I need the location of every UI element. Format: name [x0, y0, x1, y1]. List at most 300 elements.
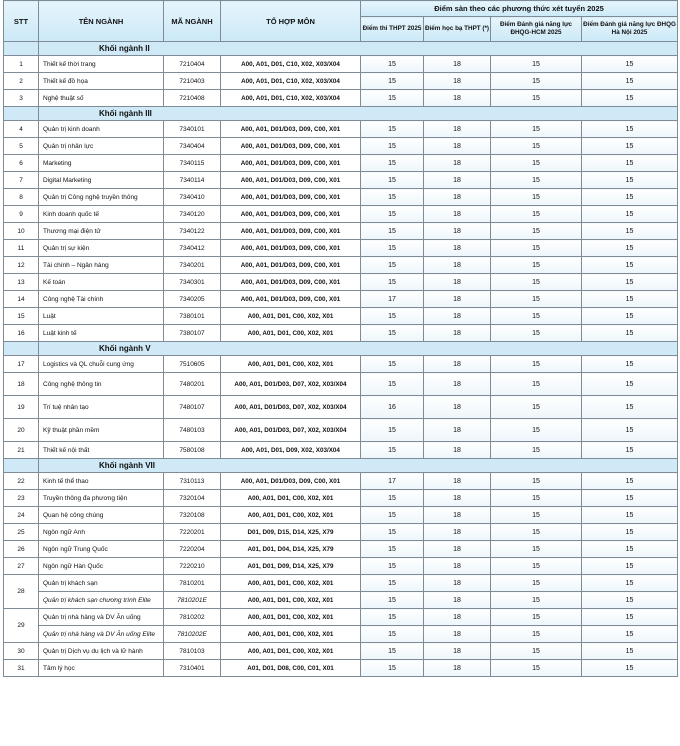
major-code-cell: 7340301: [164, 274, 221, 291]
header-diem-san: Điểm sàn theo các phương thức xét tuyển 2025: [361, 1, 678, 17]
score-hoc-ba-cell: 18: [424, 643, 491, 660]
score-dgnl-hanoi-cell: 15: [582, 575, 678, 592]
header-stt: STT: [4, 1, 39, 42]
major-code-cell: 7210408: [164, 90, 221, 107]
table-row: [4, 356, 678, 373]
major-code-cell: 7810201E: [164, 592, 221, 609]
major-name-cell: Thiết kế nội thất: [39, 442, 164, 459]
group-name: Khối ngành V: [39, 342, 678, 356]
score-hoc-ba-cell: 18: [424, 73, 491, 90]
score-thpt-cell: 15: [361, 592, 424, 609]
stt-cell: 13: [4, 274, 39, 291]
table-row: [4, 473, 678, 490]
score-dgnl-hcm-cell: 15: [491, 419, 582, 442]
table-row: [4, 396, 678, 419]
score-thpt-cell: 15: [361, 524, 424, 541]
table-row: [4, 507, 678, 524]
subject-combo-cell: D01, D09, D15, D14, X25, X79: [221, 524, 361, 541]
score-dgnl-hanoi-cell: 15: [582, 558, 678, 575]
score-thpt-cell: 15: [361, 90, 424, 107]
score-dgnl-hcm-cell: 15: [491, 592, 582, 609]
header-dgnl-hcm: Điểm Đánh giá năng lực ĐHQG-HCM 2025: [491, 17, 582, 42]
score-dgnl-hcm-cell: 15: [491, 507, 582, 524]
stt-cell: 22: [4, 473, 39, 490]
major-name-cell: Quan hệ công chúng: [39, 507, 164, 524]
group-blank-cell: [4, 42, 39, 56]
score-dgnl-hanoi-cell: 15: [582, 138, 678, 155]
major-name-cell: Truyền thông đa phương tiện: [39, 490, 164, 507]
score-thpt-cell: 15: [361, 172, 424, 189]
stt-cell: 29: [4, 609, 39, 643]
score-dgnl-hcm-cell: 15: [491, 558, 582, 575]
score-hoc-ba-cell: 18: [424, 206, 491, 223]
stt-cell: 15: [4, 308, 39, 325]
stt-cell: 12: [4, 257, 39, 274]
score-thpt-cell: 15: [361, 373, 424, 396]
subject-combo-cell: A00, A01, D01/D03, D07, X02, X03/X04: [221, 373, 361, 396]
stt-cell: 19: [4, 396, 39, 419]
score-dgnl-hanoi-cell: 15: [582, 274, 678, 291]
stt-cell: 18: [4, 373, 39, 396]
score-thpt-cell: 15: [361, 419, 424, 442]
score-dgnl-hanoi-cell: 15: [582, 189, 678, 206]
score-dgnl-hcm-cell: 15: [491, 524, 582, 541]
table-row: [4, 172, 678, 189]
score-dgnl-hcm-cell: 15: [491, 356, 582, 373]
score-hoc-ba-cell: 18: [424, 524, 491, 541]
major-code-cell: 7340122: [164, 223, 221, 240]
score-thpt-cell: 15: [361, 240, 424, 257]
major-name-cell: Logistics và QL chuỗi cung ứng: [39, 356, 164, 373]
major-name-cell: Quản trị khách sạn: [39, 575, 164, 592]
score-dgnl-hanoi-cell: 15: [582, 609, 678, 626]
score-hoc-ba-cell: 18: [424, 609, 491, 626]
score-thpt-cell: 15: [361, 490, 424, 507]
subject-combo-cell: A00, A01, D01/D03, D09, C00, X01: [221, 121, 361, 138]
score-hoc-ba-cell: 18: [424, 325, 491, 342]
score-thpt-cell: 15: [361, 189, 424, 206]
stt-cell: 27: [4, 558, 39, 575]
table-row: [4, 660, 678, 677]
table-row: [4, 442, 678, 459]
score-dgnl-hanoi-cell: 15: [582, 660, 678, 677]
score-hoc-ba-cell: 18: [424, 356, 491, 373]
score-thpt-cell: 15: [361, 155, 424, 172]
major-code-cell: 7220204: [164, 541, 221, 558]
score-hoc-ba-cell: 18: [424, 90, 491, 107]
major-name-cell: Quản trị nhà hàng và DV Ăn uống: [39, 609, 164, 626]
subject-combo-cell: A00, A01, D01, C00, X02, X01: [221, 626, 361, 643]
score-dgnl-hanoi-cell: 15: [582, 592, 678, 609]
score-dgnl-hcm-cell: 15: [491, 643, 582, 660]
table-row: [4, 189, 678, 206]
score-hoc-ba-cell: 18: [424, 257, 491, 274]
major-name-cell: Quản trị nhà hàng và DV Ăn uống Elite: [39, 626, 164, 643]
score-dgnl-hanoi-cell: 15: [582, 73, 678, 90]
subject-combo-cell: A00, A01, D01, C10, X02, X03/X04: [221, 73, 361, 90]
subject-combo-cell: A00, A01, D01/D03, D09, C00, X01: [221, 138, 361, 155]
score-hoc-ba-cell: 18: [424, 189, 491, 206]
subject-combo-cell: A00, A01, D01, C10, X02, X03/X04: [221, 56, 361, 73]
score-thpt-cell: 15: [361, 442, 424, 459]
group-header-row: [4, 107, 678, 121]
major-name-cell: Quản trị Công nghệ truyền thông: [39, 189, 164, 206]
major-name-cell: Kỹ thuật phần mềm: [39, 419, 164, 442]
major-code-cell: 7510605: [164, 356, 221, 373]
major-name-cell: Digital Marketing: [39, 172, 164, 189]
major-code-cell: 7340120: [164, 206, 221, 223]
score-thpt-cell: 15: [361, 73, 424, 90]
score-hoc-ba-cell: 18: [424, 121, 491, 138]
group-header-row: [4, 42, 678, 56]
table-row: [4, 373, 678, 396]
major-name-cell: Thiết kế thời trang: [39, 56, 164, 73]
stt-cell: 16: [4, 325, 39, 342]
score-dgnl-hanoi-cell: 15: [582, 240, 678, 257]
major-code-cell: 7340404: [164, 138, 221, 155]
table-row: [4, 524, 678, 541]
major-code-cell: 7340201: [164, 257, 221, 274]
stt-cell: 14: [4, 291, 39, 308]
table-row: [4, 626, 678, 643]
major-name-cell: Quản trị kinh doanh: [39, 121, 164, 138]
score-hoc-ba-cell: 18: [424, 490, 491, 507]
score-dgnl-hanoi-cell: 15: [582, 356, 678, 373]
score-thpt-cell: 15: [361, 507, 424, 524]
score-dgnl-hanoi-cell: 15: [582, 626, 678, 643]
score-thpt-cell: 15: [361, 308, 424, 325]
score-dgnl-hcm-cell: 15: [491, 90, 582, 107]
table-row: [4, 490, 678, 507]
score-dgnl-hcm-cell: 15: [491, 575, 582, 592]
table-body: [4, 42, 678, 677]
subject-combo-cell: A00, A01, D01/D03, D09, C00, X01: [221, 240, 361, 257]
score-dgnl-hcm-cell: 15: [491, 155, 582, 172]
subject-combo-cell: A00, A01, D01/D03, D09, C00, X01: [221, 172, 361, 189]
score-dgnl-hcm-cell: 15: [491, 73, 582, 90]
group-name: Khối ngành II: [39, 42, 678, 56]
score-hoc-ba-cell: 18: [424, 373, 491, 396]
group-blank-cell: [4, 342, 39, 356]
score-dgnl-hanoi-cell: 15: [582, 90, 678, 107]
score-thpt-cell: 15: [361, 575, 424, 592]
subject-combo-cell: A01, D01, D08, C00, C01, X01: [221, 660, 361, 677]
major-name-cell: Kế toán: [39, 274, 164, 291]
subject-combo-cell: A00, A01, D01, C00, X02, X01: [221, 609, 361, 626]
score-hoc-ba-cell: 18: [424, 442, 491, 459]
score-dgnl-hanoi-cell: 15: [582, 172, 678, 189]
group-blank-cell: [4, 459, 39, 473]
score-hoc-ba-cell: 18: [424, 291, 491, 308]
table-row: [4, 73, 678, 90]
major-name-cell: Quản trị khách sạn chương trình Elite: [39, 592, 164, 609]
stt-cell: 31: [4, 660, 39, 677]
score-thpt-cell: 17: [361, 291, 424, 308]
score-dgnl-hanoi-cell: 15: [582, 473, 678, 490]
stt-cell: 10: [4, 223, 39, 240]
score-dgnl-hanoi-cell: 15: [582, 643, 678, 660]
table-row: [4, 643, 678, 660]
score-thpt-cell: 15: [361, 257, 424, 274]
table-row: [4, 223, 678, 240]
table-row: [4, 592, 678, 609]
score-dgnl-hanoi-cell: 15: [582, 308, 678, 325]
major-code-cell: 7480103: [164, 419, 221, 442]
major-name-cell: Công nghệ thông tin: [39, 373, 164, 396]
subject-combo-cell: A00, A01, D01, C00, X02, X01: [221, 575, 361, 592]
stt-cell: 4: [4, 121, 39, 138]
major-code-cell: 7210403: [164, 73, 221, 90]
subject-combo-cell: A00, A01, D01, C00, X02, X01: [221, 592, 361, 609]
score-dgnl-hcm-cell: 15: [491, 609, 582, 626]
table-row: [4, 609, 678, 626]
subject-combo-cell: A00, A01, D01, C00, X02, X01: [221, 643, 361, 660]
major-code-cell: 7220210: [164, 558, 221, 575]
major-code-cell: 7310401: [164, 660, 221, 677]
score-dgnl-hanoi-cell: 15: [582, 206, 678, 223]
score-dgnl-hanoi-cell: 15: [582, 291, 678, 308]
score-dgnl-hcm-cell: 15: [491, 56, 582, 73]
major-name-cell: Trí tuệ nhân tạo: [39, 396, 164, 419]
major-code-cell: 7310113: [164, 473, 221, 490]
major-name-cell: Công nghệ Tài chính: [39, 291, 164, 308]
subject-combo-cell: A00, A01, D01/D03, D09, C00, X01: [221, 473, 361, 490]
table-row: [4, 206, 678, 223]
score-dgnl-hanoi-cell: 15: [582, 56, 678, 73]
major-code-cell: 7810202: [164, 609, 221, 626]
table-header: [4, 1, 678, 42]
major-code-cell: 7810201: [164, 575, 221, 592]
header-ma-nganh: MÃ NGÀNH: [164, 1, 221, 42]
subject-combo-cell: A00, A01, D01, C00, X02, X01: [221, 490, 361, 507]
table-row: [4, 274, 678, 291]
score-dgnl-hcm-cell: 15: [491, 172, 582, 189]
score-thpt-cell: 15: [361, 558, 424, 575]
score-dgnl-hcm-cell: 15: [491, 189, 582, 206]
major-code-cell: 7340412: [164, 240, 221, 257]
table-row: [4, 541, 678, 558]
subject-combo-cell: A00, A01, D01/D03, D09, C00, X01: [221, 223, 361, 240]
table-row: [4, 56, 678, 73]
score-hoc-ba-cell: 18: [424, 308, 491, 325]
group-name: Khối ngành III: [39, 107, 678, 121]
subject-combo-cell: A00, A01, D01, C00, X02, X01: [221, 507, 361, 524]
major-code-cell: 7210404: [164, 56, 221, 73]
stt-cell: 1: [4, 56, 39, 73]
subject-combo-cell: A00, A01, D01/D03, D09, C00, X01: [221, 206, 361, 223]
major-name-cell: Ngôn ngữ Hàn Quốc: [39, 558, 164, 575]
subject-combo-cell: A00, A01, D01/D03, D09, C00, X01: [221, 155, 361, 172]
score-thpt-cell: 17: [361, 473, 424, 490]
admission-score-table: [3, 0, 678, 677]
stt-cell: 11: [4, 240, 39, 257]
score-hoc-ba-cell: 18: [424, 626, 491, 643]
major-name-cell: Kinh tế thể thao: [39, 473, 164, 490]
score-thpt-cell: 15: [361, 626, 424, 643]
table-row: [4, 558, 678, 575]
stt-cell: 17: [4, 356, 39, 373]
major-code-cell: 7340410: [164, 189, 221, 206]
stt-cell: 2: [4, 73, 39, 90]
table-row: [4, 291, 678, 308]
score-hoc-ba-cell: 18: [424, 473, 491, 490]
score-dgnl-hcm-cell: 15: [491, 373, 582, 396]
score-dgnl-hcm-cell: 15: [491, 396, 582, 419]
subject-combo-cell: A00, A01, D01/D03, D09, C00, X01: [221, 257, 361, 274]
subject-combo-cell: A00, A01, D01/D03, D07, X02, X03/X04: [221, 419, 361, 442]
major-name-cell: Marketing: [39, 155, 164, 172]
stt-cell: 28: [4, 575, 39, 609]
major-name-cell: Tài chính – Ngân hàng: [39, 257, 164, 274]
score-hoc-ba-cell: 18: [424, 240, 491, 257]
score-dgnl-hanoi-cell: 15: [582, 223, 678, 240]
score-thpt-cell: 15: [361, 609, 424, 626]
stt-cell: 23: [4, 490, 39, 507]
score-dgnl-hanoi-cell: 15: [582, 419, 678, 442]
header-ten-nganh: TÊN NGÀNH: [39, 1, 164, 42]
group-blank-cell: [4, 107, 39, 121]
score-thpt-cell: 15: [361, 56, 424, 73]
major-code-cell: 7340205: [164, 291, 221, 308]
major-code-cell: 7340115: [164, 155, 221, 172]
stt-cell: 26: [4, 541, 39, 558]
score-hoc-ba-cell: 18: [424, 592, 491, 609]
score-thpt-cell: 15: [361, 138, 424, 155]
stt-cell: 25: [4, 524, 39, 541]
stt-cell: 20: [4, 419, 39, 442]
major-code-cell: 7810103: [164, 643, 221, 660]
score-thpt-cell: 15: [361, 643, 424, 660]
header-diem-hoc-ba: Điểm học bạ THPT (*): [424, 17, 491, 42]
subject-combo-cell: A00, A01, D01, C00, X02, X01: [221, 325, 361, 342]
stt-cell: 30: [4, 643, 39, 660]
score-thpt-cell: 15: [361, 206, 424, 223]
score-dgnl-hcm-cell: 15: [491, 308, 582, 325]
subject-combo-cell: A00, A01, D01, C10, X02, X03/X04: [221, 90, 361, 107]
table-row: [4, 575, 678, 592]
score-hoc-ba-cell: 18: [424, 507, 491, 524]
score-thpt-cell: 15: [361, 121, 424, 138]
score-dgnl-hcm-cell: 15: [491, 473, 582, 490]
score-hoc-ba-cell: 18: [424, 541, 491, 558]
score-dgnl-hanoi-cell: 15: [582, 490, 678, 507]
major-name-cell: Luật kinh tế: [39, 325, 164, 342]
header-diem-thi-thpt: Điểm thi THPT 2025: [361, 17, 424, 42]
table-row: [4, 155, 678, 172]
score-dgnl-hanoi-cell: 15: [582, 507, 678, 524]
group-header-row: [4, 342, 678, 356]
score-thpt-cell: 15: [361, 274, 424, 291]
score-dgnl-hanoi-cell: 15: [582, 325, 678, 342]
score-dgnl-hanoi-cell: 15: [582, 442, 678, 459]
stt-cell: 3: [4, 90, 39, 107]
subject-combo-cell: A01, D01, D09, D14, X25, X79: [221, 558, 361, 575]
score-dgnl-hcm-cell: 15: [491, 541, 582, 558]
header-to-hop-mon: TỔ HỢP MÔN: [221, 1, 361, 42]
table-row: [4, 419, 678, 442]
table-row: [4, 121, 678, 138]
score-dgnl-hcm-cell: 15: [491, 660, 582, 677]
score-hoc-ba-cell: 18: [424, 223, 491, 240]
major-code-cell: 7220201: [164, 524, 221, 541]
subject-combo-cell: A01, D01, D04, D14, X25, X79: [221, 541, 361, 558]
score-thpt-cell: 15: [361, 356, 424, 373]
score-dgnl-hcm-cell: 15: [491, 490, 582, 507]
major-code-cell: 7340101: [164, 121, 221, 138]
score-dgnl-hcm-cell: 15: [491, 442, 582, 459]
major-code-cell: 7810202E: [164, 626, 221, 643]
major-name-cell: Ngôn ngữ Trung Quốc: [39, 541, 164, 558]
major-code-cell: 7580108: [164, 442, 221, 459]
score-dgnl-hanoi-cell: 15: [582, 121, 678, 138]
group-name: Khối ngành VII: [39, 459, 678, 473]
score-hoc-ba-cell: 18: [424, 575, 491, 592]
subject-combo-cell: A00, A01, D01, D09, X02, X03/X04: [221, 442, 361, 459]
major-name-cell: Kinh doanh quốc tế: [39, 206, 164, 223]
score-thpt-cell: 15: [361, 223, 424, 240]
table-row: [4, 308, 678, 325]
score-thpt-cell: 15: [361, 660, 424, 677]
score-hoc-ba-cell: 18: [424, 155, 491, 172]
score-thpt-cell: 16: [361, 396, 424, 419]
score-dgnl-hanoi-cell: 15: [582, 373, 678, 396]
subject-combo-cell: A00, A01, D01/D03, D09, C00, X01: [221, 291, 361, 308]
score-dgnl-hcm-cell: 15: [491, 240, 582, 257]
score-hoc-ba-cell: 18: [424, 138, 491, 155]
stt-cell: 7: [4, 172, 39, 189]
score-dgnl-hcm-cell: 15: [491, 223, 582, 240]
major-name-cell: Nghệ thuật số: [39, 90, 164, 107]
major-name-cell: Thiết kế đồ họa: [39, 73, 164, 90]
score-dgnl-hanoi-cell: 15: [582, 541, 678, 558]
score-thpt-cell: 15: [361, 325, 424, 342]
table-row: [4, 138, 678, 155]
score-hoc-ba-cell: 18: [424, 274, 491, 291]
score-hoc-ba-cell: 18: [424, 396, 491, 419]
major-name-cell: Tâm lý học: [39, 660, 164, 677]
stt-cell: 8: [4, 189, 39, 206]
subject-combo-cell: A00, A01, D01/D03, D09, C00, X01: [221, 274, 361, 291]
score-dgnl-hcm-cell: 15: [491, 325, 582, 342]
major-code-cell: 7320108: [164, 507, 221, 524]
subject-combo-cell: A00, A01, D01/D03, D09, C00, X01: [221, 189, 361, 206]
table-row: [4, 325, 678, 342]
major-name-cell: Quản trị sự kiện: [39, 240, 164, 257]
score-thpt-cell: 15: [361, 541, 424, 558]
score-dgnl-hcm-cell: 15: [491, 138, 582, 155]
major-code-cell: 7480107: [164, 396, 221, 419]
stt-cell: 6: [4, 155, 39, 172]
group-header-row: [4, 459, 678, 473]
subject-combo-cell: A00, A01, D01, C00, X02, X01: [221, 356, 361, 373]
score-hoc-ba-cell: 18: [424, 558, 491, 575]
score-dgnl-hcm-cell: 15: [491, 626, 582, 643]
major-code-cell: 7380107: [164, 325, 221, 342]
major-code-cell: 7380101: [164, 308, 221, 325]
score-hoc-ba-cell: 18: [424, 419, 491, 442]
subject-combo-cell: A00, A01, D01/D03, D07, X02, X03/X04: [221, 396, 361, 419]
score-dgnl-hanoi-cell: 15: [582, 257, 678, 274]
major-code-cell: 7480201: [164, 373, 221, 396]
table-row: [4, 240, 678, 257]
major-name-cell: Ngôn ngữ Anh: [39, 524, 164, 541]
major-name-cell: Luật: [39, 308, 164, 325]
stt-cell: 21: [4, 442, 39, 459]
score-dgnl-hanoi-cell: 15: [582, 155, 678, 172]
score-dgnl-hcm-cell: 15: [491, 121, 582, 138]
score-dgnl-hanoi-cell: 15: [582, 396, 678, 419]
score-hoc-ba-cell: 18: [424, 660, 491, 677]
